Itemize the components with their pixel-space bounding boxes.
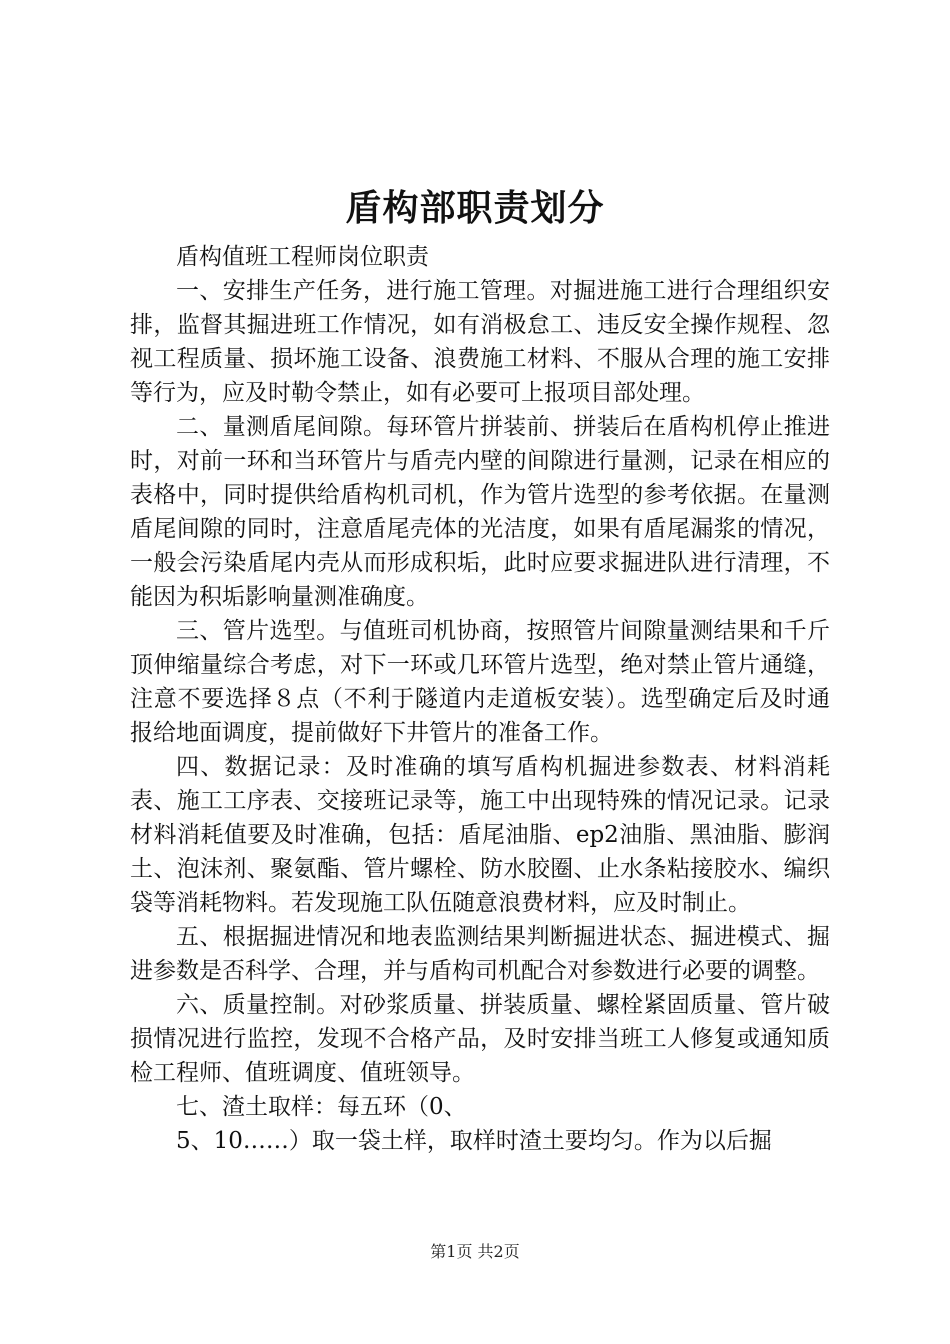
document-body <box>130 240 830 1158</box>
paragraph-6: 六、质量控制。对砂浆质量、拼装质量、螺栓紧固质量、管片破损情况进行监控，发现不合格产品，及时安排当班工人修复或通知质检工程师、值班调度、值班领导。 <box>130 992 830 1086</box>
paragraph-8: 5、10……）取一袋土样，取样时渣土要均匀。作为以后掘 <box>176 1128 772 1154</box>
paragraph-2: 二、量测盾尾间隙。每环管片拼装前、拼装后在盾构机停止推进时，对前一环和当环管片与盾壳内壁的间隙进行量测，记录在相应的表格中，同时提供给盾构机司机，作为管片选型的参考依据。在量测盾尾间隙的同时，注意盾尾壳体的光洁度，如果有盾尾漏浆的情况，一般会污染盾尾内壳从而形成积垢，此时应要求掘进队进行清理，不能因为积垢影响量测准确度。 <box>130 414 830 610</box>
page-title: 盾构部职责划分 <box>345 187 605 229</box>
paragraph-7: 七、渣土取样：每五环（0、 <box>176 1094 467 1120</box>
paragraph-3: 三、管片选型。与值班司机协商，按照管片间隙量测结果和千斤顶伸缩量综合考虑，对下一环或几环管片选型，绝对禁止管片通缝，注意不要选择８点（不利于隧道内走道板安装）。选型确定后及时通报给地面调度，提前做好下井管片的准备工作。 <box>130 618 830 746</box>
paragraph-1: 一、安排生产任务，进行施工管理。对掘进施工进行合理组织安排，监督其掘进班工作情况，如有消极怠工、违反安全操作规程、忽视工程质量、损坏施工设备、浪费施工材料、不服从合理的施工安排等行为，应及时勒令禁止，如有必要可上报项目部处理。 <box>130 278 830 406</box>
paragraph-5: 五、根据掘进情况和地表监测结果判断掘进状态、掘进模式、掘进参数是否科学、合理，并与盾构司机配合对参数进行必要的调整。 <box>130 924 830 984</box>
paragraph-heading: 盾构值班工程师岗位职责 <box>176 244 429 270</box>
paragraph-4: 四、数据记录：及时准确的填写盾构机掘进参数表、材料消耗表、施工工序表、交接班记录等，施工中出现特殊的情况记录。记录材料消耗值要及时准确，包括：盾尾油脂、ep2油脂、黑油脂、膨润土、泡沫剂、聚氨酯、管片螺栓、防水胶圈、止水条粘接胶水、编织袋等消耗物料。若发现施工队伍随意浪费材料，应及时制止。 <box>130 754 830 916</box>
page-footer: 第1页 共2页 <box>430 1242 520 1261</box>
